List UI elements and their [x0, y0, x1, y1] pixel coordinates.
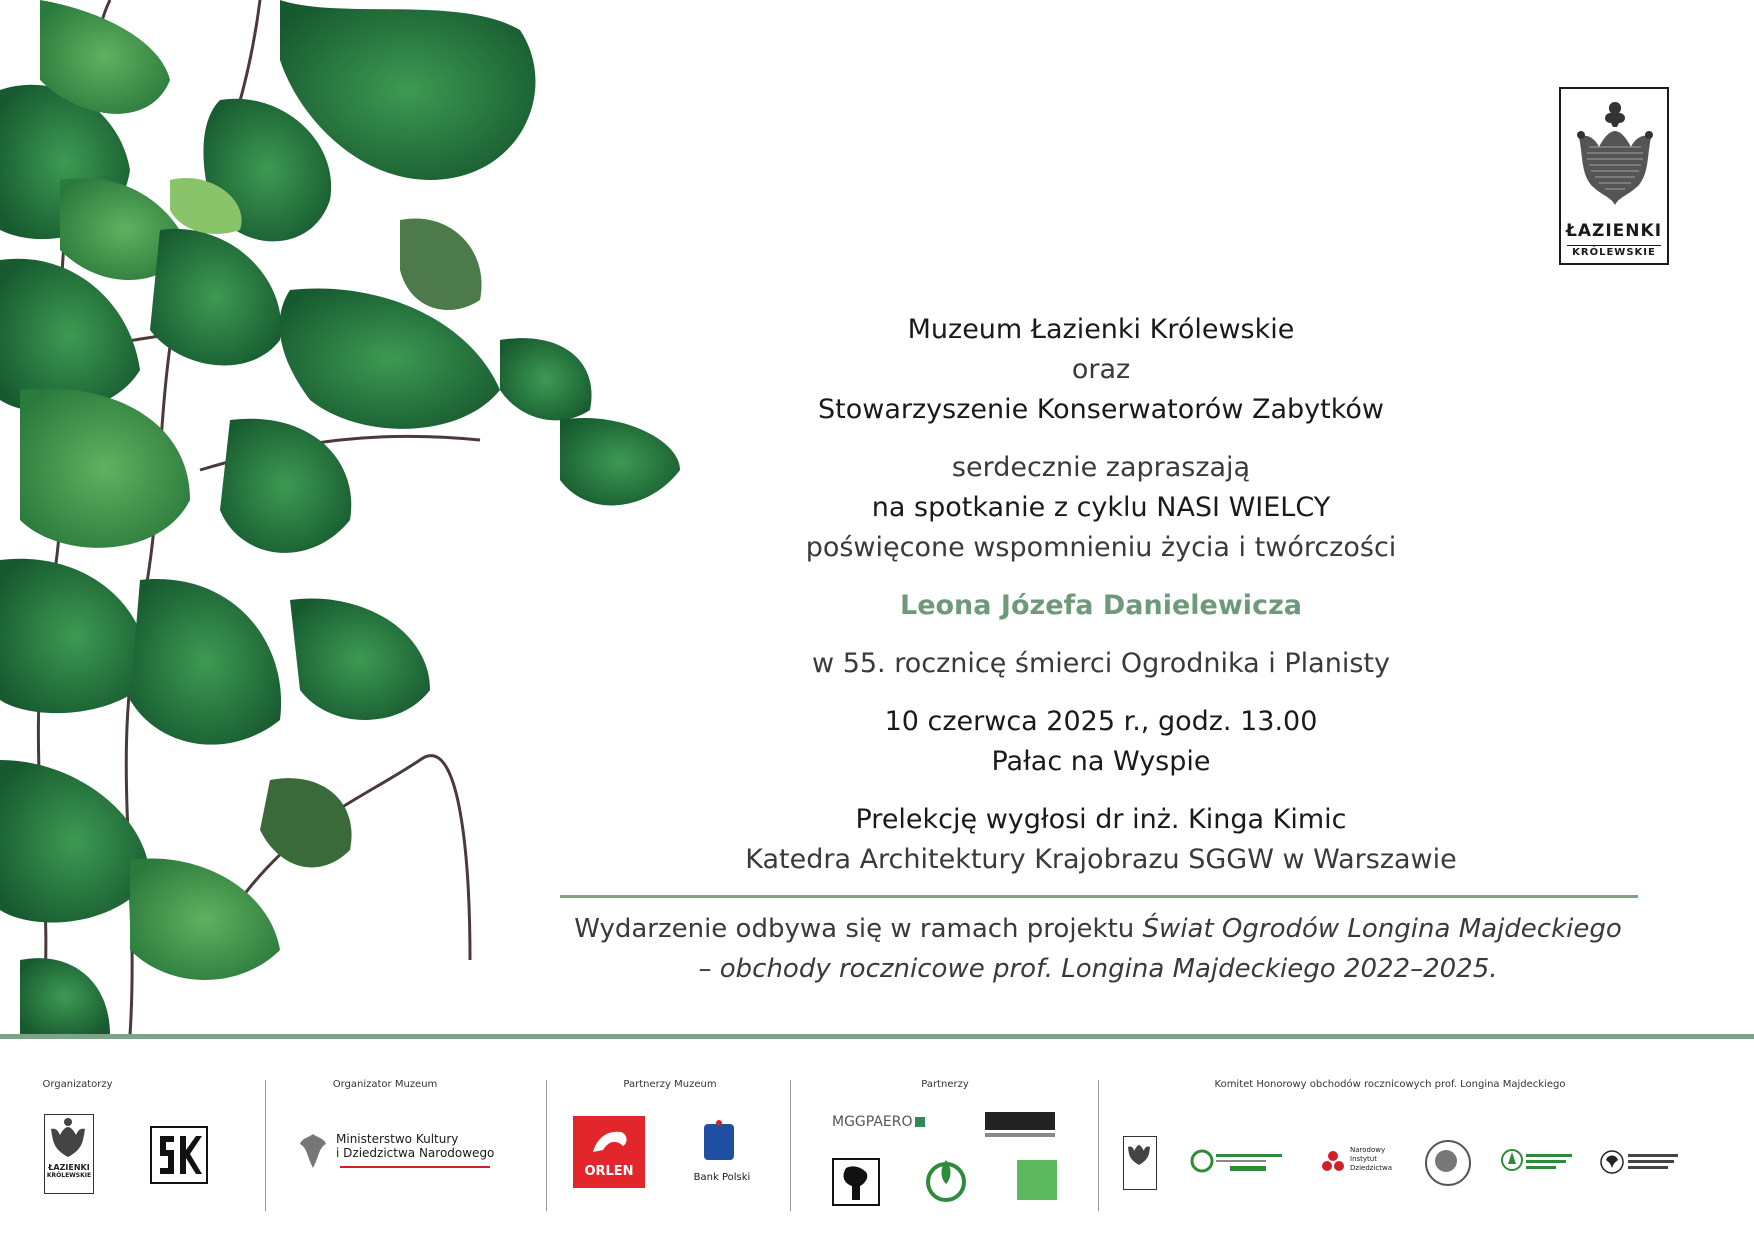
orlen-label: ORLEN [584, 1164, 634, 1179]
mggp-aero-logo: MGGPAERO [832, 1114, 913, 1130]
anniversary-text: w 55. rocznicę śmierci Ogrodnika i Planisty [812, 648, 1390, 679]
ministry-red-line [340, 1166, 490, 1168]
university-seal-logo [1425, 1140, 1471, 1186]
label-partners: Partnerzy [921, 1079, 969, 1090]
crown-icon [1124, 1137, 1154, 1167]
invite-text: serdecznie zapraszają [951, 452, 1251, 483]
organizer-2: Stowarzyszenie Konserwatorów Zabytków [818, 394, 1384, 425]
project-note-line-1 [548, 914, 1648, 944]
nid-line-3: Dziedzictwa [1350, 1164, 1392, 1172]
event-title: na spotkanie z cyklu NASI WIELCY [871, 492, 1331, 523]
partner-logo-top-right [985, 1112, 1055, 1130]
pko-label: Bank Polski [693, 1172, 751, 1183]
project-note-line-2: – obchody rocznicowe prof. Longina Majdeckiego 2022–2025. [698, 954, 1498, 984]
footer-separator [265, 1080, 266, 1211]
vine-leaves-illustration [0, 0, 700, 1035]
footer-separator [546, 1080, 547, 1211]
skz-monogram-icon [152, 1128, 206, 1182]
ministry-line-1: Ministerstwo Kultury [336, 1132, 459, 1146]
sggw-logo [1500, 1146, 1580, 1176]
nid-logo [1320, 1146, 1410, 1178]
partner-green-square-logo [1017, 1160, 1057, 1200]
lazienki-small-logo [44, 1114, 94, 1194]
label-organizers: Organizatorzy [42, 1079, 113, 1090]
small-logo-line-2: KRÓLEWSKIE [46, 1172, 92, 1179]
pko-logo [688, 1124, 751, 1188]
ministry-logo [298, 1130, 498, 1174]
dedication-text: poświęcone wspomnieniu życia i twórczości [805, 532, 1397, 563]
partner-logo-top-right-caption [985, 1133, 1055, 1137]
nid-line-1: Narodowy [1350, 1146, 1386, 1154]
nid-line-2: Instytut [1350, 1155, 1377, 1163]
eagle-icon [298, 1130, 328, 1170]
crown-leaf-icon [1569, 97, 1661, 207]
ginkgo-leaf-icon [1600, 1148, 1682, 1176]
pko-shield-icon [704, 1124, 734, 1160]
partner-green-circle-logo [924, 1156, 968, 1202]
event-date: 10 czerwca 2025 r., godz. 13.00 [884, 706, 1318, 737]
organizer-1: Muzeum Łazienki Królewskie [907, 314, 1295, 345]
label-museum-organizer: Organizator Muzeum [332, 1079, 438, 1090]
logo-divider [1567, 245, 1661, 246]
speaker: Prelekcję wygłosi dr inż. Kinga Kimic [855, 804, 1347, 835]
eagle-head-icon [573, 1116, 645, 1164]
botanical-garden-logo [1600, 1148, 1682, 1176]
footer-separator [790, 1080, 791, 1211]
lazienki-krolewskie-logo [1559, 87, 1669, 265]
logo-line-1: ŁAZIENKI [1565, 221, 1663, 241]
conjunction-and: oraz [1071, 354, 1131, 385]
logo-line-2: KRÓLEWSKIE [1572, 247, 1656, 258]
lazienki-tiny-logo [1123, 1136, 1157, 1190]
sggw-emblem-icon [1500, 1146, 1580, 1176]
label-museum-partners: Partnerzy Muzeum [623, 1079, 717, 1090]
project-prefix: Wydarzenie odbywa się w ramach projektu [574, 914, 1143, 944]
project-title: Świat Ogrodów Longina Majdeckiego [1142, 914, 1622, 944]
tree-icon [834, 1160, 878, 1204]
orlen-logo [573, 1116, 645, 1188]
pko-dot-icon [716, 1120, 722, 1126]
small-logo-line-1: ŁAZIENKI [48, 1163, 90, 1172]
nid-emblem-icon [1320, 1148, 1346, 1174]
green-divider [560, 895, 1638, 898]
leaf-circle-icon [924, 1156, 968, 1202]
event-place: Pałac na Wyspie [991, 746, 1211, 777]
speaker-affiliation: Katedra Architektury Krajobrazu SGGW w Warszawie [745, 844, 1457, 875]
skz-logo [150, 1126, 208, 1184]
green-emblem-icon [1190, 1148, 1290, 1174]
honoree-name: Leona Józefa Danielewicza [899, 590, 1303, 621]
mggp-square-icon [915, 1117, 925, 1127]
partner-tree-logo [832, 1158, 880, 1206]
seal-center-icon [1435, 1150, 1457, 1172]
polish-committee-logo [1190, 1148, 1290, 1174]
label-committee: Komitet Honorowy obchodów rocznicowych prof. Longina Majdeckiego [1214, 1079, 1566, 1090]
crown-icon [45, 1115, 91, 1159]
footer-divider [0, 1034, 1754, 1039]
footer-separator [1098, 1080, 1099, 1211]
ministry-line-2: i Dziedzictwa Narodowego [336, 1146, 495, 1160]
